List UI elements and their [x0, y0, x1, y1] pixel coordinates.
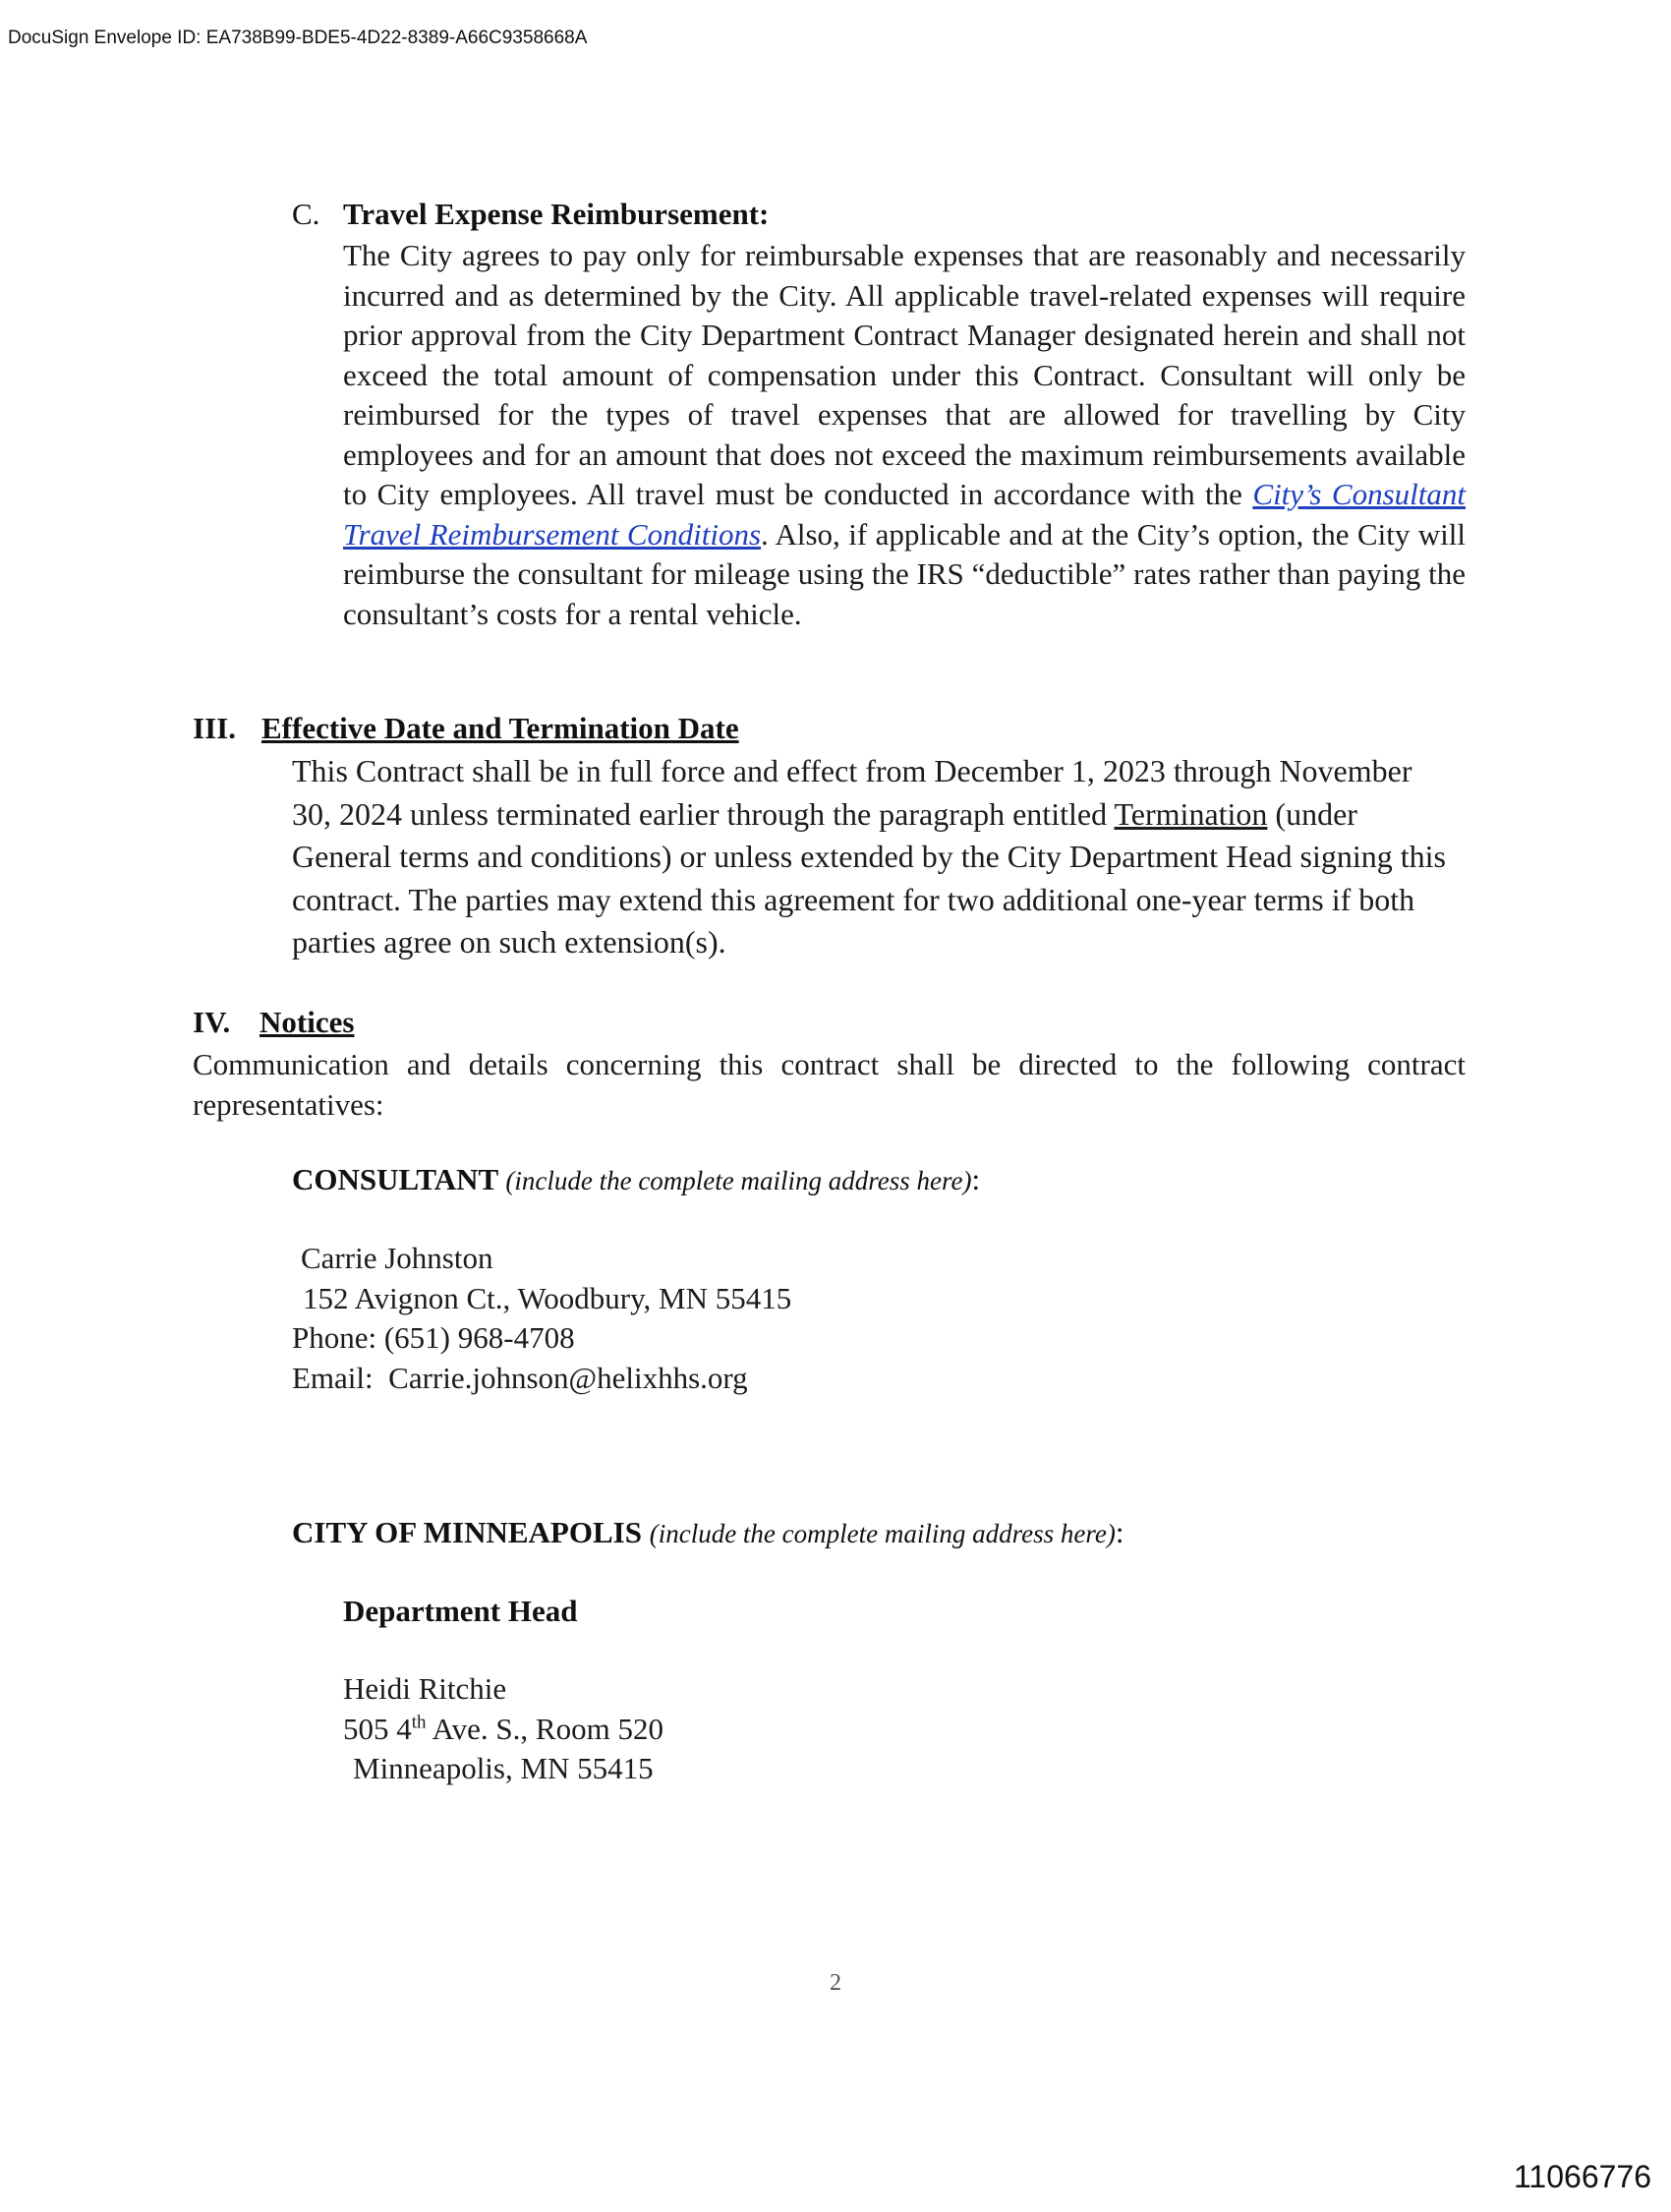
termination-reference: Termination [1114, 795, 1268, 832]
city-heading [292, 1515, 1124, 1550]
section-iii-text-1: This Contract shall be in full force and effect from December 1, 2023 through November 30, 2024 unless terminated earlier through the paragraph entitled [292, 753, 1412, 832]
consultant-colon: : [971, 1162, 981, 1196]
section-c-title: Travel Expense Reimbursement: [343, 197, 770, 231]
section-c-paragraph [343, 236, 1466, 634]
city-contact-name: Heidi Ritchie [343, 1671, 507, 1706]
section-c-text-before-link: The City agrees to pay only for reimbursable expenses that are reasonably and necessarily incurred and as determined by the City. All applicable travel-related expenses will require prior approval from the City Department Contract Manager designated herein and shall not exceed the total amount of compensation under this Contract. Consultant will only be reimbursed for the types of travel expenses that are allowed for travelling by City employees and for an amount that does not exceed the maximum reimbursements available to City employees. All travel must be conducted in accordance with the [343, 238, 1466, 511]
city-department-head: Department Head [343, 1594, 578, 1628]
consultant-name: Carrie Johnston [301, 1241, 493, 1275]
consultant-email-label: Email: [292, 1360, 374, 1395]
section-iii-paragraph [292, 750, 1452, 964]
city-label: CITY OF MINNEAPOLIS [292, 1515, 642, 1549]
section-c-marker [292, 197, 319, 232]
section-iv-numeral: IV. [193, 1005, 231, 1039]
section-c-text-after-link: . Also, if applicable and at the City’s option, the City will reimburse the consultant for mileage using the IRS “deductible” rates rather than paying the consultant’s costs for a rental vehicle. [343, 516, 1466, 631]
travel-reimbursement-conditions-link[interactable]: City’s Consultant Travel Reimbursement Conditions [343, 477, 1466, 552]
section-iii-numeral: III. [193, 711, 236, 745]
city-line: Minneapolis, MN 55415 [353, 1751, 654, 1785]
city-contact-block [343, 1669, 663, 1789]
consultant-label: CONSULTANT [292, 1162, 498, 1196]
document-number: 11066776 [1514, 2159, 1651, 2194]
section-c-letter: C. [292, 197, 320, 231]
page-number: 2 [830, 1970, 841, 1996]
section-iii-text-2: (under General terms and conditions) or unless extended by the City Department Head signing this contract. The parties may extend this agreement for two additional one-year terms if both parties agree on such extension(s). [292, 795, 1446, 960]
city-address [343, 1710, 663, 1750]
city-address-number: 505 4 [343, 1711, 412, 1746]
consultant-email: Carrie.johnson@helixhhs.org [388, 1360, 748, 1395]
section-iv-title: Notices [259, 1005, 355, 1039]
city-colon: : [1115, 1515, 1124, 1549]
consultant-heading [292, 1162, 980, 1197]
consultant-address: 152 Avignon Ct., Woodbury, MN 55415 [303, 1280, 792, 1315]
consultant-phone: Phone: (651) 968-4708 [292, 1320, 575, 1355]
city-address-ordinal: th [411, 1712, 427, 1733]
consultant-contact-block [292, 1239, 791, 1398]
city-address-rest: Ave. S., Room 520 [426, 1711, 663, 1746]
section-iv-paragraph: Communication and details concerning this contract shall be directed to the following contract representatives: [193, 1047, 1466, 1122]
section-iii-title: Effective Date and Termination Date [261, 711, 739, 745]
docusign-envelope-id: DocuSign Envelope ID: EA738B99-BDE5-4D22-8389-A66C9358668A [8, 28, 588, 48]
consultant-note: (include the complete mailing address here) [505, 1166, 972, 1195]
consultant-email-line [292, 1359, 791, 1399]
city-note: (include the complete mailing address here) [649, 1519, 1116, 1548]
